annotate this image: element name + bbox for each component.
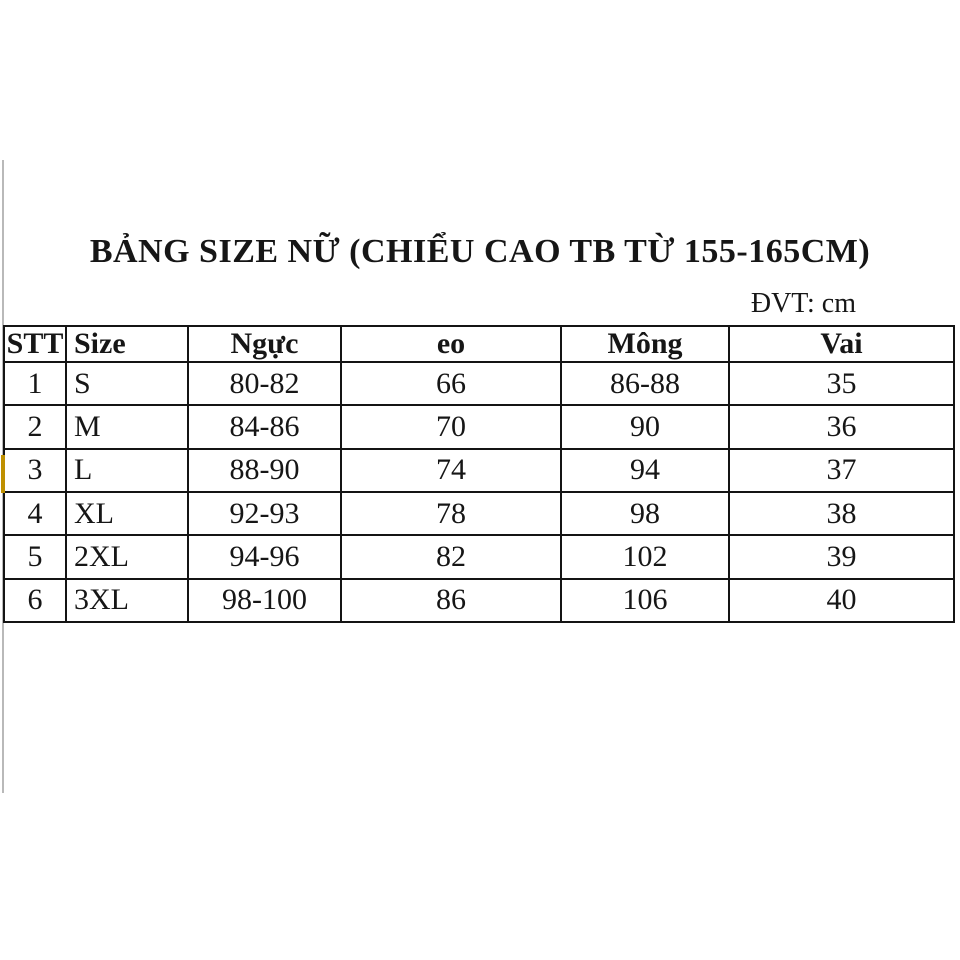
table-cell: 40	[729, 579, 954, 622]
table-cell: 66	[341, 362, 561, 405]
col-header-mong: Mông	[561, 326, 729, 362]
row3-cell-marker	[1, 455, 5, 493]
table-cell: 86-88	[561, 362, 729, 405]
table-cell: 2XL	[66, 535, 188, 578]
table-row	[4, 362, 954, 405]
table-cell: 70	[341, 405, 561, 448]
table-cell: 94-96	[188, 535, 341, 578]
table-cell: 92-93	[188, 492, 341, 535]
unit-label: ĐVT: cm	[750, 288, 856, 319]
col-header-stt: STT	[4, 326, 66, 362]
table-cell: 35	[729, 362, 954, 405]
col-header-size: Size	[66, 326, 188, 362]
col-header-nguc: Ngực	[188, 326, 341, 362]
table-cell: 1	[4, 362, 66, 405]
table-cell: 38	[729, 492, 954, 535]
table-cell: 106	[561, 579, 729, 622]
table-cell: 3XL	[66, 579, 188, 622]
table-cell: 90	[561, 405, 729, 448]
table-row	[4, 535, 954, 578]
table-cell: 37	[729, 449, 954, 492]
table-row	[4, 449, 954, 492]
table-cell: M	[66, 405, 188, 448]
table-cell: S	[66, 362, 188, 405]
col-header-eo: eo	[341, 326, 561, 362]
size-table	[3, 325, 955, 623]
table-cell: 102	[561, 535, 729, 578]
table-cell: XL	[66, 492, 188, 535]
table-row	[4, 405, 954, 448]
table-header-row	[4, 326, 954, 362]
table-cell: 98	[561, 492, 729, 535]
table-cell: 74	[341, 449, 561, 492]
table-cell: 3	[4, 449, 66, 492]
table-cell: 5	[4, 535, 66, 578]
table-cell: 2	[4, 405, 66, 448]
table-cell: 80-82	[188, 362, 341, 405]
table-cell: 39	[729, 535, 954, 578]
table-cell: 6	[4, 579, 66, 622]
col-header-vai: Vai	[729, 326, 954, 362]
page-title: BẢNG SIZE NỮ (CHIỂU CAO TB TỪ 155-165CM)	[89, 233, 871, 270]
table-cell: 82	[341, 535, 561, 578]
table-cell: 86	[341, 579, 561, 622]
table-cell: 94	[561, 449, 729, 492]
table-row	[4, 492, 954, 535]
table-cell: L	[66, 449, 188, 492]
table-cell: 88-90	[188, 449, 341, 492]
table-cell: 98-100	[188, 579, 341, 622]
table-cell: 84-86	[188, 405, 341, 448]
table-cell: 36	[729, 405, 954, 448]
table-row	[4, 579, 954, 622]
table-cell: 78	[341, 492, 561, 535]
table-cell: 4	[4, 492, 66, 535]
